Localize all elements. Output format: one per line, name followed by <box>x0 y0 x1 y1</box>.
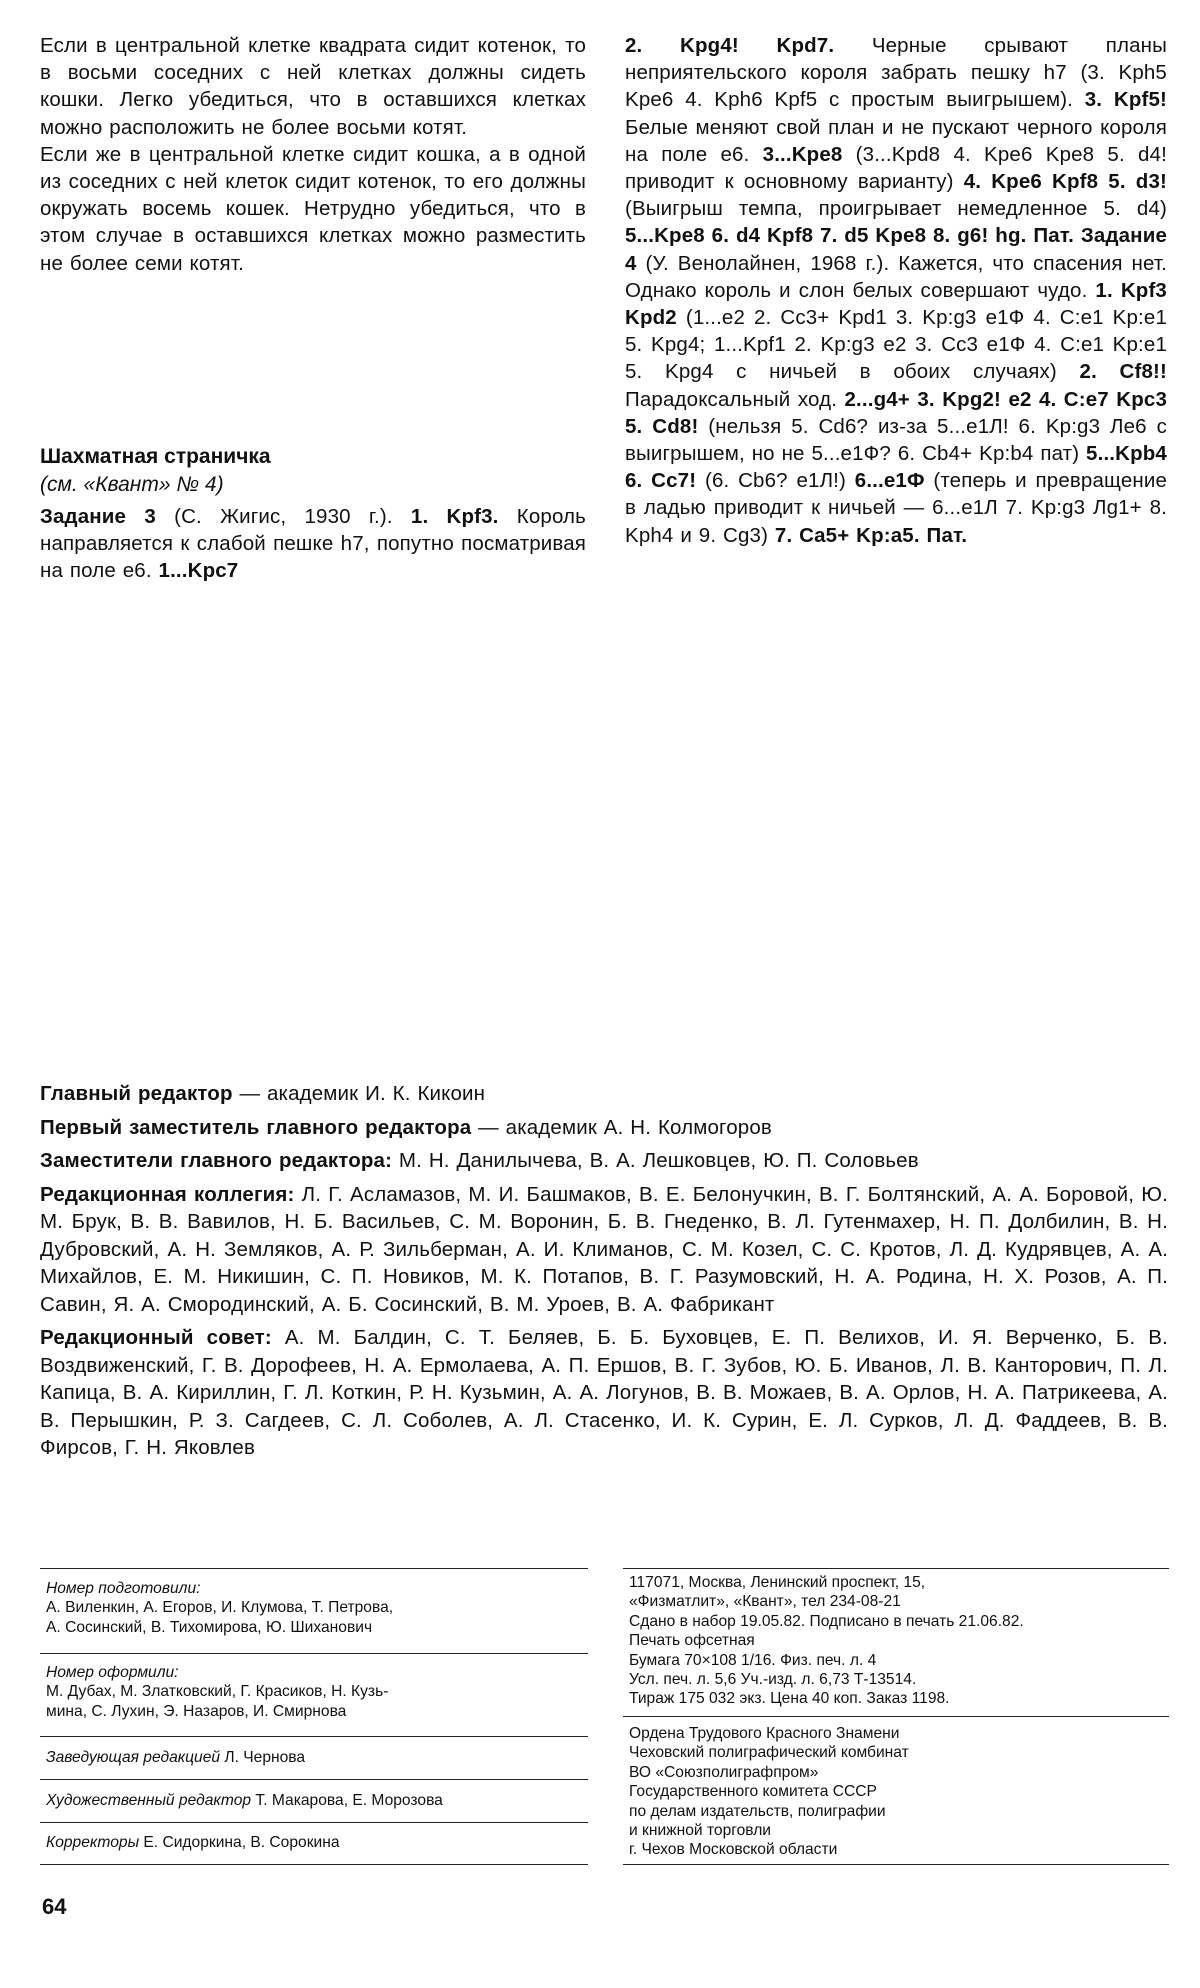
move: 1. Kpf3. <box>410 505 499 528</box>
label: Номер оформили: <box>46 1664 179 1681</box>
divider <box>623 1568 1169 1569</box>
prepared-label <box>46 1579 586 1598</box>
label: Художественный редактор <box>46 1792 252 1809</box>
move: 4. Kpe6 Kpf8 5. d3! <box>963 170 1167 194</box>
paragraph: Если в центральной клетке квадрата сидит котенок, то в восьми соседних с ней клетках должны сидеть кошки. Легко убедиться, что в оставшихся клетках можно расположить не более восьми котят. <box>40 34 586 139</box>
credit-line <box>46 1748 586 1767</box>
label: Заместители главного редактора: <box>40 1149 393 1172</box>
proofreaders <box>46 1833 586 1852</box>
imprint-line: Бумага 70×108 1/16. Физ. печ. л. 4 <box>629 1651 877 1669</box>
chess-section-right <box>625 32 1167 549</box>
label: Первый заместитель главного редактора <box>40 1115 472 1139</box>
imprint <box>629 1573 1169 1709</box>
task-label: Задание 4 <box>625 224 1167 275</box>
head-of-office <box>46 1748 586 1767</box>
imprint-line: Сдано в набор 19.05.82. Подписано в печать 21.06.82. <box>629 1612 1024 1630</box>
divider <box>40 1653 588 1654</box>
printer-line: Чеховский полиграфический комбинат <box>629 1744 909 1762</box>
printer-line: по делам издательств, полиграфии <box>629 1802 886 1820</box>
label: Номер подготовили: <box>46 1580 201 1597</box>
label: Корректоры <box>46 1834 140 1851</box>
name: Е. Сидоркина, В. Сорокина <box>139 1834 340 1851</box>
imprint-line: Тираж 175 032 экз. Цена 40 коп. Заказ 1198. <box>629 1690 950 1708</box>
task-label: Задание 3 <box>40 505 156 528</box>
text: (теперь и превращение в ладью приводит к ничьей — 6...e1Л 7. Kp:g3 Лg1+ 8. Kph4 и 9. Cg3) <box>625 469 1167 547</box>
name: Л. Чернова <box>220 1749 306 1766</box>
divider <box>623 1716 1169 1717</box>
chess-section-left <box>40 443 586 585</box>
imprint-line: Усл. печ. л. 5,6 Уч.-изд. л. 6,73 Т-13514. <box>629 1671 917 1689</box>
move: 1. Kpf3 Kpd2 <box>625 278 1167 330</box>
names-line: мина, С. Лухин, Э. Назаров, И. Смирнова <box>46 1702 347 1720</box>
text: — академик А. Н. Колмогоров <box>471 1115 772 1139</box>
text: Черные срывают планы неприятельского короля забрать пешку h7 (3. Kph5 Kpe6 4. Kph6 Kpf5 с простым выигрышем). <box>625 34 1167 112</box>
divider <box>40 1568 588 1569</box>
text: А. М. Балдин, С. Т. Беляев, Б. Б. Буховцев, Е. П. Велихов, И. Я. Верченко, Б. В. Воздвиженский, Г. В. Дорофеев, Н. А. Ермолаева, А. П. Ершов, В. Г. Зубов, Ю. Б. Иванов, Л. В. Канторович, П. Л. Капица, В. А. Кириллин, Г. Л. Коткин, Р. Н. Кузьмин, А. А. Логунов, В. В. Можаев, В. А. Орлов, Н. А. Патрикеева, А. В. Перышкин, Р. З. Сагдеев, С. Л. Соболев, А. Л. Стасенко, И. К. Сурин, Е. Л. Сурков, Л. Д. Фаддеев, В. В. Фирсов, Г. Н. Яковлев <box>40 1326 1168 1459</box>
move: 2. Kpg4! Kpd7. <box>625 34 835 57</box>
move: 1...Kpc7 <box>158 559 239 583</box>
designed-label <box>46 1663 586 1682</box>
move: 2...g4+ 3. Kpg2! e2 4. C:e7 Kpc3 5. Cd8! <box>625 387 1167 438</box>
text: Л. Г. Асламазов, М. И. Башмаков, В. Е. Белонучкин, В. Г. Болтянский, А. А. Боровой, Ю. М. Брук, В. В. Вавилов, Н. Б. Васильев, С. М. Воронин, Б. В. Гнеденко, В. Л. Гутенмахер, Н. П. Долбилин, В. Н. Дубровский, А. Н. Земляков, А. Р. Зильберман, А. И. Климанов, С. М. Козел, С. С. Кротов, Л. Д. Кудрявцев, А. А. Михайлов, Е. М. Никишин, С. П. Новиков, М. К. Потапов, В. Г. Разумовский, Н. А. Родина, Н. Х. Розов, А. П. Савин, Я. А. Смородинский, А. Б. Сосинский, В. М. Уроев, В. А. Фабрикант <box>40 1182 1168 1316</box>
text: (С. Жигис, 1930 г.). <box>155 505 411 528</box>
move: 6...e1Ф <box>854 469 925 493</box>
text: (1...е2 2. Cc3+ Kpd1 3. Kp:g3 e1Ф 4. C:e1 Kp:e1 5. Kpg4; 1...Kpf1 2. Kp:g3 e2 3. Cc3 e1Ф 4. C:e1 Kp:e1 5. Kpg4 с ничьей в обоих случаях) <box>625 306 1167 384</box>
move: 5...Kpe8 6. d4 Kpf8 7. d5 Kpe8 8. g6! hg. Пат. <box>625 224 1075 248</box>
move: 7. Ca5+ Kp:a5. Пат. <box>774 523 968 547</box>
divider <box>40 1864 588 1865</box>
names-line: А. Сосинский, В. Тихомирова, Ю. Шиханович <box>46 1618 373 1636</box>
chief-editor <box>40 1080 1168 1108</box>
editorial-board <box>40 1080 1168 1468</box>
move: 5...Kpb4 6. Cc7! <box>625 442 1167 493</box>
label: Редакционный совет: <box>40 1326 272 1349</box>
task-3-text <box>40 503 586 585</box>
editorial-collegium <box>40 1181 1168 1319</box>
printer <box>629 1724 1169 1860</box>
move: 2. Cf8!! <box>1079 360 1167 384</box>
text: Парадоксальный ход. <box>625 387 845 411</box>
printer-line: Государственного комитета СССР <box>629 1783 877 1801</box>
prepared-by <box>46 1579 586 1637</box>
names-line: А. Виленкин, А. Егоров, И. Клумова, Т. Петрова, <box>46 1599 394 1617</box>
section-heading: Шахматная страничка <box>40 445 271 468</box>
imprint-line: «Физматлит», «Квант», тел 234-08-21 <box>629 1593 901 1611</box>
divider <box>623 1864 1169 1865</box>
text: Король направляется к слабой пешке h7, попутно посматривая на поле е6. <box>40 505 586 583</box>
editorial-council <box>40 1324 1168 1462</box>
label: Заведующая редакцией <box>46 1749 221 1766</box>
chess-solution <box>625 32 1167 549</box>
credit-line <box>46 1833 586 1852</box>
names-line: М. Дубах, М. Златковский, Г. Красиков, Н. Кузь- <box>46 1683 389 1701</box>
paragraph: Если же в центральной клетке сидит кошка, а в одной из соседних с ней клеток сидит котенок, то его должны окружать восемь кошек. Нетрудно убедиться, что в этом случае в оставшихся клетках можно разместить не более семи котят. <box>40 142 586 275</box>
page-number: 64 <box>42 1894 67 1919</box>
solution-text <box>40 32 586 277</box>
divider <box>40 1779 588 1780</box>
text: (Выигрыш темпа, проигрывает немедленное 5. d4) <box>625 197 1167 221</box>
divider <box>40 1822 588 1823</box>
section-reference: (см. «Квант» № 4) <box>40 473 224 496</box>
label: Редакционная коллегия: <box>40 1182 295 1206</box>
imprint-line: Печать офсетная <box>629 1632 755 1650</box>
name: Т. Макарова, Е. Морозова <box>251 1792 443 1809</box>
printer-line: Ордена Трудового Красного Знамени <box>629 1725 900 1742</box>
deputies <box>40 1147 1168 1175</box>
text: (3...Kpd8 4. Kpe6 Kpe8 5. d4! приводит к основному варианту) <box>625 142 1167 194</box>
printer-line: ВО «Союзполиграфпром» <box>629 1763 819 1781</box>
imprint-line: 117071, Москва, Ленинский проспект, 15, <box>629 1574 926 1591</box>
move: 3. Kpf5! <box>1084 88 1167 112</box>
printer-line: г. Чехов Московской области <box>629 1841 838 1859</box>
printer-line: и книжной торговли <box>629 1822 772 1840</box>
text: Белые меняют свой план и не пускают черного короля на поле е6. <box>625 115 1167 166</box>
first-deputy <box>40 1114 1168 1142</box>
credit-line <box>46 1791 586 1810</box>
text: (У. Венолайнен, 1968 г.). Кажется, что спасения нет. Однако король и слон белых совершают чудо. <box>625 251 1167 302</box>
divider <box>40 1736 588 1737</box>
text: — академик И. К. Кикоин <box>232 1082 486 1105</box>
text: (6. Cb6? e1Л!) <box>696 469 855 493</box>
designed-by <box>46 1663 586 1721</box>
label: Главный редактор <box>40 1082 233 1105</box>
move: 3...Kpe8 <box>762 142 843 166</box>
text: (нельзя 5. Cd6? из-за 5...e1Л! 6. Kp:g3 Ле6 с выигрышем, но не 5...e1Ф? 6. Cb4+ Kp:b4 пат) <box>625 414 1167 466</box>
text: М. Н. Данилычева, В. А. Лешковцев, Ю. П. Соловьев <box>392 1149 919 1172</box>
art-editor <box>46 1791 586 1810</box>
